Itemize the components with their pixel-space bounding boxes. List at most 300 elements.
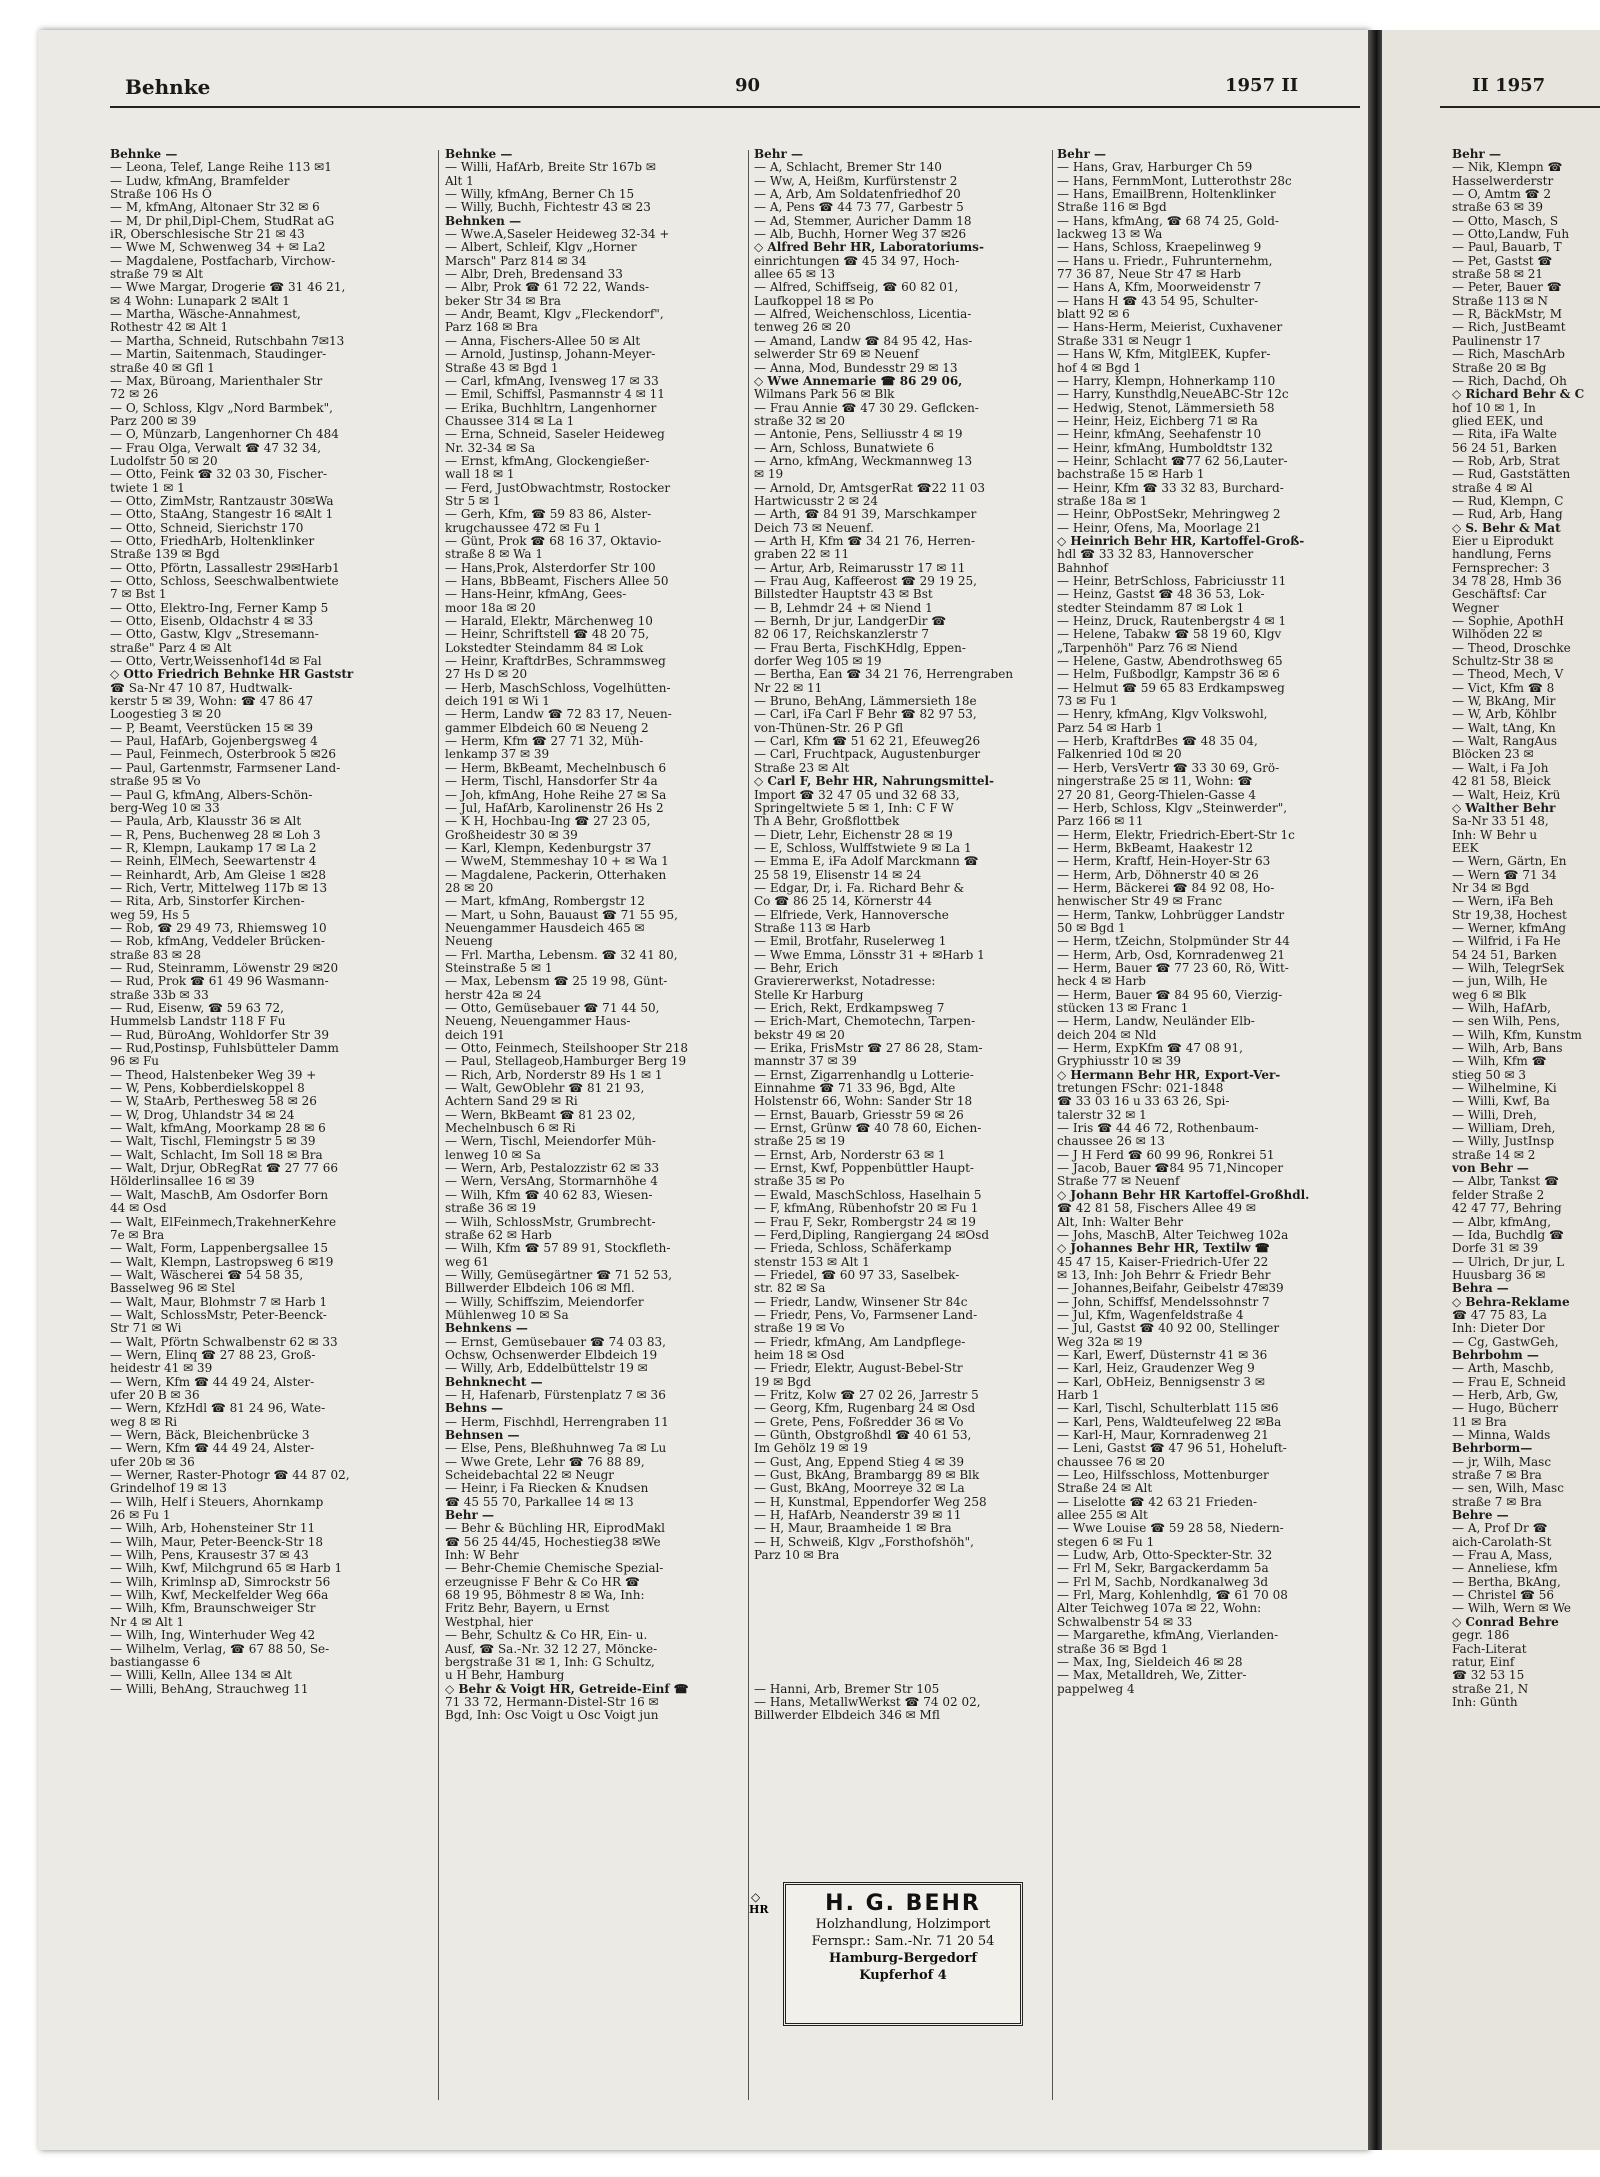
directory-line: straße 95 ✉ Vo: [110, 775, 201, 789]
directory-line: Nr 34 ✉ Bgd: [1452, 881, 1530, 895]
directory-line: — Behr, Erich: [754, 961, 839, 975]
directory-line: — Otto, Elektro-Ing, Ferner Kamp 5: [110, 601, 329, 615]
directory-line: — Herm, Arb, Osd, Kornradenweg 21: [1057, 948, 1286, 962]
ad-marker: ◇: [751, 1890, 761, 1904]
directory-line: ☎ 56 25 44/45, Hochestieg38 ✉We: [445, 1535, 661, 1549]
directory-line: Dorfe 31 ✉ 39: [1452, 1242, 1539, 1256]
directory-line: Alt 1: [445, 174, 474, 188]
directory-line: ◇ Behra-Reklame: [1452, 1295, 1570, 1309]
directory-line: — Wwe.A,Saseler Heideweg 32-34 +: [445, 228, 670, 242]
directory-line: — Rita, Arb, Sinstorfer Kirchen-: [110, 895, 305, 909]
directory-line: ratur, Einf: [1452, 1655, 1515, 1669]
directory-line: — Arth, ☎ 84 91 39, Marschkamper: [754, 508, 977, 522]
directory-line: heidestr 41 ✉ 39: [110, 1362, 213, 1376]
directory-line: — Heinr, Schriftstell ☎ 48 20 75,: [445, 628, 650, 642]
directory-line: — Rob, ☎ 29 49 73, Rhiemsweg 10: [110, 921, 327, 935]
directory-line: — Willy, kfmAng, Berner Ch 15: [445, 188, 635, 202]
directory-line: — Wilh, Wern ✉ We: [1452, 1602, 1572, 1616]
directory-line: Parz 54 ✉ Harb 1: [1057, 721, 1164, 735]
directory-line: — Grete, Pens, Foßredder 36 ✉ Vo: [754, 1415, 964, 1429]
directory-line: Inh: W Behr u: [1452, 828, 1538, 842]
directory-line: — Carl, Fruchtpack, Augustenburger: [754, 748, 981, 762]
directory-line: [754, 1629, 1059, 1642]
directory-line: Schwalbenstr 54 ✉ 33: [1057, 1615, 1193, 1629]
directory-line: Wilhöden 22 ✉: [1452, 628, 1543, 642]
directory-line: Gryphiusstr 10 ✉ 39: [1057, 1055, 1181, 1069]
directory-line: Huusbarg 36 ✉: [1452, 1268, 1546, 1282]
directory-line: — Rich, JustBeamt: [1452, 321, 1566, 335]
directory-line: — Wilh, Arb, Bans: [1452, 1042, 1563, 1056]
directory-line: — Bertha, BkAng,: [1452, 1575, 1561, 1589]
directory-line: — Erika, Buchhltrn, Langenhorner: [445, 401, 657, 415]
directory-line: — Frl, Marg, Kohlenhdlg, ☎ 61 70 08: [1057, 1589, 1288, 1603]
directory-line: Im Gehölz 19 ✉ 19: [754, 1442, 868, 1456]
directory-line: — Otto, ZimMstr, Rantzaustr 30✉Wa: [110, 494, 334, 508]
advertisement-box: [783, 1882, 1023, 2026]
directory-line: deich 204 ✉ Nld: [1057, 1028, 1157, 1042]
directory-line: — Walt, tAng, Kn: [1452, 721, 1556, 735]
directory-line: straße 14 ✉ 2: [1452, 1148, 1536, 1162]
directory-line: — Herm, Fischhdl, Herrengraben 11: [445, 1415, 669, 1429]
directory-line: — Wilh, Ing, Winterhuder Weg 42: [110, 1629, 316, 1643]
directory-line: — Ernst, Kwf, Poppenbüttler Haupt-: [754, 1162, 974, 1176]
directory-line: — A, Schlacht, Bremer Str 140: [754, 161, 942, 175]
directory-line: — Wilh, Pens, Krausestr 37 ✉ 43: [110, 1549, 309, 1563]
directory-line: Holstenstr 66, Wohn: Sander Str 18: [754, 1095, 973, 1109]
directory-line: ☎ 32 53 15: [1452, 1669, 1525, 1683]
directory-line: chaussee 76 ✉ 20: [1057, 1455, 1165, 1469]
directory-line: — Georg, Kfm, Rugenbarg 24 ✉ Osd: [754, 1402, 976, 1416]
directory-line: — Jul, Kfm, Wagenfeldstraße 4: [1057, 1308, 1244, 1322]
directory-line: Grindelhof 19 ✉ 13: [110, 1482, 227, 1496]
directory-line: — Wilh, Kfm, Braunschweiger Str: [110, 1602, 316, 1616]
directory-line: — Martin, Saitenmach, Staudinger-: [110, 348, 327, 362]
directory-line: Nr 22 ✉ 11: [754, 681, 823, 695]
directory-line: — Otto, Schloss, Seeschwalbentwiete: [110, 575, 339, 588]
directory-line: — Ernst, Grünw ☎ 40 78 60, Eichen-: [754, 1122, 982, 1136]
directory-line: — jun, Wilh, He: [1452, 975, 1548, 989]
directory-line: — Rud, Eisenw, ☎ 59 63 72,: [110, 1002, 284, 1015]
directory-line: — Werner, kfmAng: [1452, 921, 1567, 935]
directory-line: — H, HafArb, Neanderstr 39 ✉ 11: [754, 1509, 962, 1523]
directory-line: ◇ Richard Behr & C: [1452, 388, 1585, 402]
directory-line: stedter Steindamm 87 ✉ Lok 1: [1057, 601, 1245, 615]
directory-line: — Wilh, Arb, Hohensteiner Str 11: [110, 1522, 316, 1536]
directory-line: — Wwe M, Schwenweg 34 + ✉ La2: [110, 241, 326, 255]
directory-line: allee 255 ✉ Alt: [1057, 1509, 1148, 1523]
directory-line: twiete 1 ✉ 1: [110, 481, 185, 495]
directory-line: Chaussee 314 ✉ La 1: [445, 414, 575, 428]
directory-line: — Karl, ObHeiz, Bennigsenstr 3 ✉: [1057, 1375, 1265, 1389]
directory-line: Bahnhof: [1057, 561, 1108, 575]
directory-line: ufer 20 B ✉ 36: [110, 1388, 200, 1402]
directory-line: Inh: Dieter Dor: [1452, 1322, 1545, 1336]
directory-line: von-Thünen-Str. 26 P Gfl: [754, 721, 904, 735]
directory-line: 42 81 58, Bleick: [1452, 775, 1551, 789]
directory-line: — Dietr, Lehr, Eichenstr 28 ✉ 19: [754, 828, 953, 842]
directory-line: — Heinr, kfmAng, Humboldtstr 132: [1057, 441, 1274, 455]
directory-line: straße 36 ✉ Bgd 1: [1057, 1642, 1169, 1656]
directory-line: — Peter, Bauer ☎: [1452, 281, 1562, 295]
directory-line: — sen Wilh, Pens,: [1452, 1015, 1561, 1029]
directory-line: herstr 42a ✉ 24: [445, 988, 542, 1002]
ad-line: Kupferhof 4: [859, 1968, 947, 1983]
directory-line: — Hedwig, Stenot, Lämmersieth 58: [1057, 401, 1275, 415]
directory-line: 82 06 17, Reichskanzlerstr 7: [754, 628, 929, 642]
directory-line: einrichtungen ☎ 45 34 97, Hoch-: [754, 254, 960, 268]
directory-line: Parz 200 ✉ 39: [110, 414, 197, 428]
directory-line: 44 ✉ Osd: [110, 1202, 167, 1216]
directory-line: Parz 166 ✉ 11: [1057, 815, 1144, 829]
directory-line: — Artur, Arb, Reimarusstr 17 ✉ 11: [754, 561, 966, 575]
directory-line: — Theod, Mech, V: [1452, 668, 1564, 682]
directory-line: — Herm, tZeichn, Stolpmünder Str 44: [1057, 935, 1290, 949]
directory-line: — Magdalene, Packerin, Otterhaken: [445, 868, 667, 882]
directory-line: — Wilh, Kwf, Milchgrund 65 ✉ Harb 1: [110, 1562, 343, 1576]
directory-line: — Günt, Prok ☎ 68 16 37, Oktavio-: [445, 534, 662, 548]
directory-line: — Wilh, Maur, Peter-Beenck-Str 18: [110, 1535, 323, 1549]
directory-line: talerstr 32 ✉ 1: [1057, 1108, 1147, 1122]
directory-line: erzeugnisse F Behr & Co HR ☎: [445, 1575, 640, 1589]
directory-line: — Wwe Emma, Lönsstr 31 + ✉Harb 1: [754, 948, 985, 962]
directory-line: 72 ✉ 26: [110, 388, 159, 402]
directory-line: — Walt, Tischl, Flemingstr 5 ✉ 39: [110, 1135, 316, 1149]
directory-line: — Carl, iFa Carl F Behr ☎ 82 97 53,: [754, 708, 977, 722]
directory-line: — Christel ☎ 56: [1452, 1589, 1555, 1603]
directory-line: — Bernh, Dr jur, LandgerDir ☎: [754, 615, 947, 629]
directory-line: — Hans, FernmMont, Lutterothstr 28c: [1057, 174, 1292, 188]
directory-line: Wilmans Park 56 ✉ Blk: [754, 388, 895, 402]
directory-line: — Wilh, Helf i Steuers, Ahornkamp: [110, 1495, 324, 1509]
directory-line: — Wilh, TelegrSek: [1452, 961, 1565, 975]
directory-line: — Wern, iFa Beh: [1452, 895, 1554, 909]
directory-line: — Paul G, kfmAng, Albers-Schön-: [110, 788, 313, 802]
directory-line: — Anneliese, kfm: [1452, 1562, 1558, 1576]
directory-line: — Frl M, Sachb, Nordkanalweg 3d: [1057, 1575, 1269, 1589]
directory-line: — Max, Ing, Sieldeich 46 ✉ 28: [1057, 1655, 1243, 1669]
ad-line: Holzhandlung, Holzimport: [815, 1917, 991, 1932]
directory-line: 56 24 51, Barken: [1452, 441, 1557, 455]
directory-line: — Hans, BbBeamt, Fischers Allee 50: [445, 575, 669, 588]
directory-line: — Walt, RangAus: [1452, 735, 1557, 749]
directory-line: — Friedr, Pens, Vo, Farmsener Land-: [754, 1308, 978, 1322]
directory-line: straße 7 ✉ Bra: [1452, 1469, 1542, 1483]
directory-line: — Walt, i Fa Joh: [1452, 761, 1549, 775]
directory-line: — W, StaArb, Perthesweg 58 ✉ 26: [110, 1095, 317, 1109]
directory-line: straße 19 ✉ Vo: [754, 1322, 845, 1336]
directory-line: Behnkens —: [445, 1322, 528, 1336]
directory-line: Straße 113 ✉ N: [1452, 294, 1548, 308]
directory-line: — Otto, Feink ☎ 32 03 30, Fischer-: [110, 468, 328, 482]
directory-line: EEK: [1452, 841, 1479, 855]
directory-line: Einnahme ☎ 71 33 96, Bgd, Alte: [754, 1082, 956, 1096]
directory-line: — Max, Metalldreh, We, Zitter-: [1057, 1669, 1247, 1683]
directory-line: bergstraße 31 ✉ 1, Inh: G Schultz,: [445, 1655, 655, 1669]
directory-line: Eier u Eiprodukt: [1452, 534, 1554, 548]
directory-line: straße 83 ✉ 28: [110, 948, 202, 962]
directory-line: — Behr & Büchling HR, EiprodMakl: [445, 1522, 666, 1536]
directory-line: — Herb, KraftdrBes ☎ 48 35 04,: [1057, 735, 1258, 749]
directory-line: — R, BäckMstr, M: [1452, 308, 1563, 322]
directory-line: — Helene, Tabakw ☎ 58 19 60, Klgv: [1057, 628, 1282, 642]
directory-line: — A, Prof Dr ☎: [1452, 1522, 1548, 1536]
directory-line: 19 ✉ Bgd: [754, 1375, 812, 1389]
directory-line: — Ewald, MaschSchloss, Haselhain 5: [754, 1188, 982, 1202]
directory-line: — Erich-Mart, Chemotechn, Tarpen-: [754, 1015, 976, 1029]
directory-line: Behnke —: [445, 148, 513, 161]
directory-line: dorfer Weg 105 ✉ 19: [754, 655, 882, 669]
directory-line: — Rich, Vertr, Mittelweg 117b ✉ 13: [110, 881, 328, 895]
directory-line: — Arn, Schloss, Bunatwiete 6: [754, 441, 935, 455]
directory-line: — Otto,Landw, Fuh: [1452, 228, 1570, 242]
directory-line: — Ulrich, Dr jur, L: [1452, 1255, 1565, 1269]
directory-line: — Otto, StaAng, Stangestr 16 ✉Alt 1: [110, 508, 334, 522]
directory-line: — Otto, Gemüsebauer ☎ 71 44 50,: [445, 1002, 660, 1015]
directory-line: — Herm, Bauer ☎ 84 95 60, Vierzig-: [1057, 988, 1283, 1002]
directory-line: — Herm, Bauer ☎ 77 23 60, Rö, Witt-: [1057, 961, 1289, 975]
directory-line: Behre —: [1452, 1509, 1509, 1523]
directory-line: Ludolfstr 50 ✉ 20: [110, 454, 218, 468]
directory-line: aich-Carolath-St: [1452, 1535, 1552, 1549]
directory-line: ☎ 42 81 58, Fischers Allee 49 ✉: [1057, 1202, 1256, 1216]
directory-line: — Ad, Stemmer, Auricher Damm 18: [754, 214, 972, 228]
directory-line: — William, Dreh,: [1452, 1122, 1556, 1136]
directory-line: — Hans H ☎ 43 54 95, Schulter-: [1057, 294, 1259, 308]
directory-line: — Mart, u Sohn, Bauaust ☎ 71 55 95,: [445, 908, 678, 922]
directory-line: stücken 13 ✉ Franc 1: [1057, 1002, 1189, 1015]
directory-line: — Hans, kfmAng, ☎ 68 74 25, Gold-: [1057, 214, 1279, 228]
directory-line: Fritz Behr, Bayern, u Ernst: [445, 1602, 610, 1616]
directory-line: — Ernst, Bauarb, Griesstr 59 ✉ 26: [754, 1108, 964, 1122]
directory-line: beker Str 34 ✉ Bra: [445, 294, 561, 308]
directory-line: ◇ S. Behr & Mat: [1452, 521, 1561, 535]
directory-line: — Erna, Schneid, Saseler Heideweg: [445, 428, 665, 442]
directory-line: Harb 1: [1057, 1388, 1100, 1402]
directory-line: — Friedr, kfmAng, Am Landpflege-: [754, 1335, 966, 1349]
directory-line: ◇ Heinrich Behr HR, Kartoffel-Groß-: [1057, 534, 1305, 548]
directory-line: — Liselotte ☎ 42 63 21 Frieden-: [1057, 1495, 1258, 1509]
directory-line: Behns —: [445, 1402, 504, 1416]
directory-line: — Frau Berta, FischKHdlg, Eppen-: [754, 641, 966, 655]
directory-line: — Wern, VersAng, Stormarnhöhe 4: [445, 1175, 658, 1189]
directory-line: — Alb, Buchh, Horner Weg 37 ✉26: [754, 228, 967, 242]
directory-line: Behnknecht —: [445, 1375, 543, 1389]
directory-line: — Walt, Schlacht, Im Soll 18 ✉ Bra: [110, 1148, 323, 1162]
directory-line: — Else, Pens, Bleßhuhnweg 7a ✉ Lu: [445, 1442, 667, 1456]
directory-line: stieg 50 ✉ 3: [1452, 1068, 1527, 1082]
directory-line: — Heinz, Gastst ☎ 48 36 53, Lok-: [1057, 588, 1265, 602]
directory-line: — Minna, Walds: [1452, 1429, 1551, 1442]
directory-line: Neueng: [445, 935, 493, 949]
directory-line: — Max, Lebensm ☎ 25 19 98, Günt-: [445, 975, 668, 989]
directory-line: — Heinr, Kfm ☎ 33 32 83, Burchard-: [1057, 481, 1284, 495]
directory-line: — Alfred, Weichenschloss, Licentia-: [754, 308, 972, 322]
directory-line: Springeltwiete 5 ✉ 1, Inh: C F W: [754, 801, 954, 815]
directory-line: — Wilhelm, Verlag, ☎ 67 88 50, Se-: [110, 1642, 330, 1656]
directory-line: Neueng, Neuengammer Haus-: [445, 1015, 631, 1029]
directory-line: Str 71 ✉ Wi: [110, 1322, 182, 1336]
directory-line: — Willy, Gemüsegärtner ☎ 71 52 53,: [445, 1268, 673, 1282]
directory-line: iR, Oberschlesische Str 21 ✉ 43: [110, 228, 305, 242]
directory-line: — Leona, Telef, Lange Reihe 113 ✉1: [110, 161, 332, 175]
directory-line: Behrbohm —: [1452, 1348, 1539, 1362]
directory-line: — sen, Wilh, Masc: [1452, 1482, 1564, 1496]
directory-line: — WweM, Stemmeshay 10 + ✉ Wa 1: [445, 855, 669, 869]
directory-line: — Walt, Pförtn Schwalbenstr 62 ✉ 33: [110, 1335, 338, 1349]
ad-title: H. G. BEHR: [825, 1891, 981, 1916]
directory-line: — Karl, Klempn, Kedenburgstr 37: [445, 841, 652, 855]
directory-line: ✉ 13, Inh: Joh Behrr & Friedr Behr: [1057, 1268, 1271, 1282]
directory-line: — Wilh, Kfm ☎: [1452, 1055, 1547, 1069]
directory-line: ☎ 47 75 83, La: [1452, 1308, 1547, 1322]
directory-line: weg 59, Hs 5: [110, 908, 190, 922]
directory-line: ✉ 19: [754, 468, 784, 482]
directory-line: Loogestieg 3 ✉ 20: [110, 708, 222, 722]
directory-line: — Hans A, Kfm, Moorweidenstr 7: [1057, 281, 1262, 295]
directory-line: — W, BkAng, Mir: [1452, 695, 1556, 709]
directory-line: — Wern, Bäck, Bleichenbrücke 3: [110, 1429, 310, 1442]
directory-line: — Iris ☎ 44 46 72, Rothenbaum-: [1057, 1122, 1259, 1136]
directory-line: Schultz-Str 38 ✉: [1452, 655, 1554, 669]
directory-line: [754, 1602, 1059, 1615]
directory-line: — Otto, Pförtn, Lassallestr 29✉Harb1: [110, 561, 340, 575]
directory-line: Alt, Inh: Walter Behr: [1057, 1215, 1184, 1229]
directory-line: — Paul, Stellageob,Hamburger Berg 19: [445, 1055, 687, 1069]
directory-line: — Herm, BkBeamt, Haakestr 12: [1057, 841, 1254, 855]
directory-line: — Herm, Arb, Döhnerstr 40 ✉ 26: [1057, 868, 1259, 882]
running-head-year: 1957 II: [1225, 75, 1299, 96]
directory-line: — Bertha, Ean ☎ 34 21 76, Herrengraben: [754, 668, 1014, 682]
directory-line: — Heinr, BetrSchloss, Fabriciusstr 11: [1057, 575, 1287, 588]
directory-line: — Martha, Schneid, Rutschbahn 7✉13: [110, 334, 345, 348]
directory-line: — P, Beamt, Veerstücken 15 ✉ 39: [110, 721, 314, 735]
directory-line: [754, 1643, 1059, 1656]
directory-line: — Albr, Tankst ☎: [1452, 1175, 1560, 1189]
directory-line: — Herm, Kfm ☎ 27 71 32, Müh-: [445, 735, 644, 749]
directory-line: — Rich, Arb, Norderstr 89 Hs 1 ✉ 1: [445, 1068, 663, 1082]
next-page-header-rule: [1440, 106, 1600, 108]
directory-line: ningerstraße 25 ✉ 11, Wohn: ☎: [1057, 775, 1253, 789]
directory-line: — Ferd,Dipling, Rangiergang 24 ✉Osd: [754, 1228, 990, 1242]
directory-line: — Frau Aug, Kaffeerost ☎ 29 19 25,: [754, 575, 977, 588]
directory-line: Fach-Literat: [1452, 1642, 1527, 1656]
directory-line: straße 25 ✉ 19: [754, 1135, 846, 1149]
next-page-column: [1452, 148, 1600, 1709]
directory-line: krugchaussee 472 ✉ Fu 1: [445, 521, 602, 535]
directory-line: „Tarpenhöh" Parz 76 ✉ Niend: [1057, 641, 1238, 655]
directory-line: — Willi, Kelln, Allee 134 ✉ Alt: [110, 1669, 292, 1683]
directory-line: — Cg, GastwGeh,: [1452, 1335, 1559, 1349]
directory-line: — Wilh, Krimlnsp aD, Simrockstr 56: [110, 1575, 331, 1589]
directory-line: stegen 6 ✉ Fu 1: [1057, 1535, 1155, 1549]
directory-line: — Vict, Kfm ☎ 8: [1452, 681, 1555, 695]
directory-line: — Rob, Arb, Strat: [1452, 454, 1560, 468]
directory-line: straße 4 ✉ Al: [1452, 481, 1533, 495]
directory-line: 45 47 15, Kaiser-Friedrich-Ufer 22: [1057, 1255, 1269, 1269]
directory-line: — W, Drog, Uhlandstr 34 ✉ 24: [110, 1108, 295, 1122]
directory-line: — Bruno, BehAng, Lämmersieth 18e: [754, 695, 977, 709]
directory-line: — Albr, Prok ☎ 61 72 22, Wands-: [445, 281, 650, 295]
directory-line: — Wwe Louise ☎ 59 28 58, Niedern-: [1057, 1522, 1284, 1536]
directory-line: u H Behr, Hamburg: [445, 1669, 565, 1683]
directory-line: ◇ Johann Behr HR Kartoffel-Großhdl.: [1057, 1188, 1310, 1202]
directory-line: Geschäftsf: Car: [1452, 588, 1547, 602]
directory-line: — Heinr, Ofens, Ma, Moorlage 21: [1057, 521, 1262, 535]
directory-line: Straße 77 ✉ Neuenf: [1057, 1175, 1180, 1189]
directory-line: Billstedter Hauptstr 43 ✉ Bst: [754, 588, 933, 602]
directory-line: ◇ Wwe Annemarie ☎ 86 29 06,: [754, 374, 963, 388]
directory-line: Co ☎ 86 25 14, Körnerstr 44: [754, 895, 933, 909]
directory-line: — Otto, Schneid, Sierichstr 170: [110, 521, 304, 535]
directory-line: — Heinr, kfmAng, Seehafenstr 10: [1057, 428, 1262, 442]
directory-line: Achtern Sand 29 ✉ Ri: [445, 1095, 578, 1109]
directory-line: — Arno, kfmAng, Weckmannweg 13: [754, 454, 973, 468]
directory-line: — Paul, Bauarb, T: [1452, 241, 1562, 255]
directory-line: ◇ Otto Friedrich Behnke HR Gaststr: [110, 668, 354, 682]
directory-line: weg 6 ✉ Blk: [1452, 988, 1527, 1002]
directory-line: — Paul, Feinmech, Osterbrook 5 ✉26: [110, 748, 336, 762]
directory-line: — Willy, JustInsp: [1452, 1135, 1555, 1149]
directory-line: — O, Amtm ☎ 2: [1452, 188, 1552, 202]
directory-line: — Theod, Halstenbeker Weg 39 +: [110, 1068, 317, 1082]
directory-line: — Otto, Vertr,Weissenhof14d ✉ Fal: [110, 655, 322, 669]
directory-line: Straße 106 Hs O: [110, 188, 212, 202]
directory-line: — Ludw, kfmAng, Bramfelder: [110, 174, 290, 188]
directory-line: — J H Ferd ☎ 60 99 96, Ronkrei 51: [1057, 1148, 1275, 1162]
directory-line: — Albert, Schleif, Klgv „Horner: [445, 241, 637, 255]
directory-line: felder Straße 2: [1452, 1188, 1545, 1202]
directory-line: — Wwe Grete, Lehr ☎ 76 88 89,: [445, 1455, 645, 1469]
directory-line: — Wilh, Kfm ☎ 40 62 83, Wiesen-: [445, 1188, 653, 1202]
directory-line: — Willi, Kwf, Ba: [1452, 1095, 1550, 1109]
directory-line: — Frau A, Mass,: [1452, 1549, 1553, 1563]
directory-line: — Rud, BüroAng, Wohldorfer Str 39: [110, 1028, 330, 1042]
directory-line: — Hans u. Friedr., Fuhrunternehm,: [1057, 254, 1273, 268]
header-rule: [110, 106, 1360, 108]
directory-line: — Helmut ☎ 59 65 83 Erdkampsweg: [1057, 681, 1285, 695]
directory-line: straße 63 ✉ 39: [1452, 201, 1544, 215]
directory-line: — Frl. Martha, Lebensm. ☎ 32 41 80,: [445, 948, 678, 962]
directory-line: von Behr —: [1452, 1162, 1529, 1176]
directory-line: — Friedr, Landw, Winsener Str 84c: [754, 1295, 968, 1309]
directory-line: straße 33b ✉ 33: [110, 988, 209, 1002]
directory-line: — W, Pens, Kobberdielskoppel 8: [110, 1082, 305, 1096]
directory-line: 96 ✉ Fu: [110, 1055, 160, 1069]
directory-line: 73 ✉ Fu 1: [1057, 695, 1118, 709]
directory-line: tretungen FSchr: 021-1848: [1057, 1082, 1224, 1096]
directory-line: gegr. 186: [1452, 1629, 1510, 1643]
directory-line: — Walt, MaschB, Am Osdorfer Born: [110, 1188, 329, 1202]
directory-line: — Alfred, Schiffseig, ☎ 60 82 01,: [754, 281, 959, 295]
directory-line: — Herb, MaschSchloss, Vogelhütten-: [445, 681, 671, 695]
directory-line: — Harald, Elektr, Märchenweg 10: [445, 615, 653, 629]
directory-line: straße 36 ✉ 19: [445, 1202, 537, 1216]
directory-line: ✉ 4 Wohn: Lunapark 2 ✉Alt 1: [110, 294, 290, 308]
directory-line: — Johs, MaschB, Alter Teichweg 102a: [1057, 1228, 1289, 1242]
directory-line: — Gust, BkAng, Brambargg 89 ✉ Blk: [754, 1469, 980, 1483]
directory-line: — Otto, FriedhArb, Holtenklinker: [110, 534, 315, 548]
directory-line: straße 62 ✉ Harb: [445, 1228, 552, 1242]
directory-line: ◇ Alfred Behr HR, Laboratoriums-: [754, 241, 984, 255]
directory-line: — Andr, Beamt, Klgv „Fleckendorf",: [445, 308, 664, 322]
directory-line: Inh: Günth: [1452, 1695, 1518, 1709]
directory-line: — Herm, Landw, Neuländer Elb-: [1057, 1015, 1255, 1029]
directory-line: mannstr 37 ✉ 39: [754, 1055, 857, 1069]
directory-line: — Ludw, Arb, Otto-Speckter-Str. 32: [1057, 1549, 1273, 1563]
directory-line: — Rob, kfmAng, Veddeler Brücken-: [110, 935, 325, 949]
directory-line: 77 36 87, Neue Str 47 ✉ Harb: [1057, 268, 1241, 282]
directory-line: 26 ✉ Fu 1: [110, 1509, 171, 1523]
